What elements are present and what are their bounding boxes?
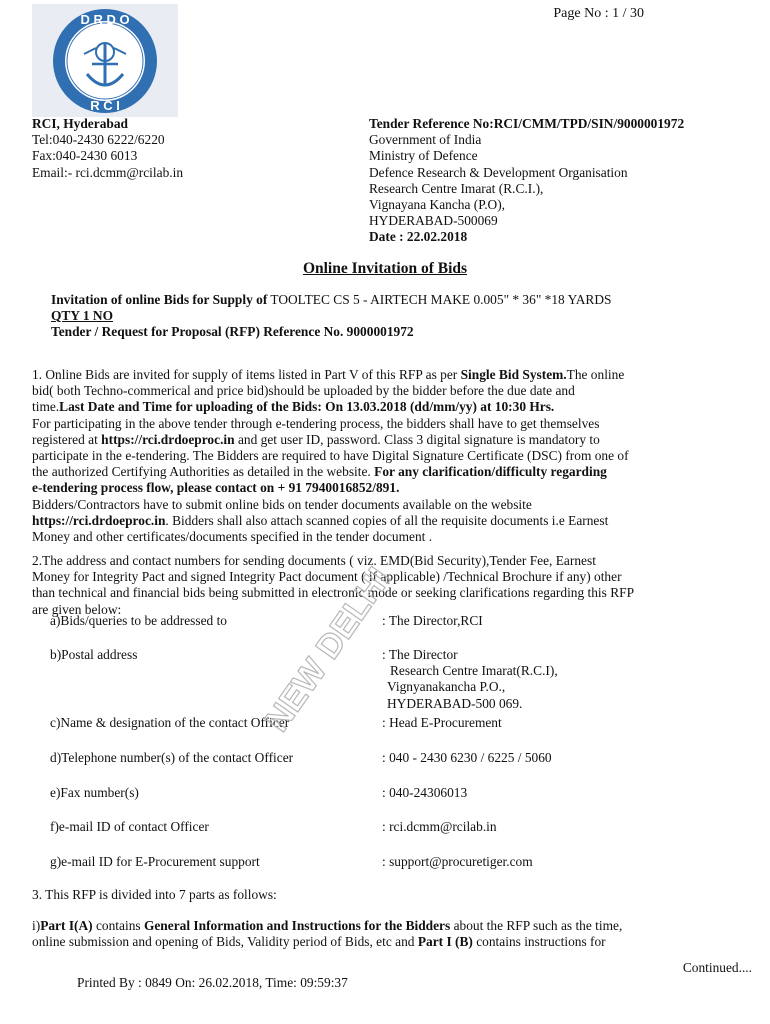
printed-by: Printed By : 0849 On: 26.02.2018, Time: 09:59:37: [77, 975, 348, 990]
contact-value: : Head E-Procurement: [382, 715, 502, 730]
bold-text: General Information and Instructions for the Bidders: [143, 918, 451, 933]
text: For participating in the above tender through e-tendering process, the bidders shall have to get themselves: [32, 415, 600, 431]
text: 2.The address and contact numbers for sending documents ( viz. EMD(Bid Security),Tender Fee, Earnest: [32, 553, 596, 568]
portal-link[interactable]: https://rci.drdoeproc.in: [32, 512, 166, 528]
postal-line: Vignyanakancha P.O.,: [387, 679, 506, 695]
drdo-logo: [32, 4, 178, 117]
watermark-text: NEW DELHI: [257, 560, 399, 738]
logo-bottom-text: R C I: [90, 98, 120, 113]
address-line: Ministry of Defence: [369, 148, 478, 164]
paragraph-1: [32, 367, 752, 545]
contact-value: : rci.dcmm@rcilab.in: [382, 819, 497, 834]
text: than technical and financial bids being submitted in electronic mode or seeking clarifications regarding this RFP: [32, 585, 635, 601]
contact-label: g)e-mail ID for E-Procurement support: [50, 854, 260, 869]
text: about the RFP such as the time,: [450, 918, 623, 933]
text: i): [32, 918, 41, 933]
sender-address: [32, 116, 183, 181]
text: contains instructions for: [472, 934, 606, 950]
bold-text: Part I(A): [40, 918, 93, 933]
watermark-stamp: [228, 558, 438, 738]
intro-item: TOOLTEC CS 5 - AIRTECH MAKE 0.005" * 36" *18 YARDS: [267, 292, 612, 307]
contact-label: f)e-mail ID of contact Officer: [50, 819, 209, 834]
address-line: Vignayana Kancha (P.O),: [369, 197, 506, 213]
sender-name: RCI, Hyderabad: [32, 116, 128, 131]
contact-value: : The Director,RCI: [382, 613, 483, 628]
address-line: HYDERABAD-500069: [369, 213, 498, 229]
continued-note: Continued....: [682, 960, 752, 975]
document-date: Date : 22.02.2018: [369, 229, 468, 245]
text: the authorized Certifying Authorities as detailed in the website.: [32, 464, 371, 480]
address-line: Government of India: [369, 132, 482, 148]
text: contains: [92, 918, 144, 933]
text: 1. Online Bids are invited for supply of items listed in Part V of this RFP as per: [32, 367, 458, 382]
contact-value: : 040 - 2430 6230 / 6225 / 5060: [382, 750, 552, 765]
text: . Bidders shall also attach scanned copies of all the requisite documents i.e Earnest: [165, 512, 609, 528]
postal-line: Research Centre Imarat(R.C.I),: [390, 663, 558, 679]
intro-lead: Invitation of online Bids for Supply of: [51, 292, 268, 307]
sender-email: Email:- rci.dcmm@rcilab.in: [32, 164, 184, 180]
contact-label: b)Postal address: [50, 647, 138, 662]
paragraph-3-heading: 3. This RFP is divided into 7 parts as follows:: [32, 887, 277, 902]
text: online submission and opening of Bids, Validity period of Bids, etc and: [32, 934, 418, 950]
text: The online: [566, 367, 625, 382]
contact-label: d)Telephone number(s) of the contact Officer: [50, 750, 294, 765]
page-number: Page No : 1 / 30: [553, 6, 644, 21]
text: participate in the e-tendering. The Bidders are required to have Digital Signature Certificate (DSC) from one of: [32, 448, 629, 464]
contact-value: : support@procuretiger.com: [382, 854, 533, 869]
text: Money for Integrity Pact and signed Integrity Pact document ( if applicable) /Technical Brochure if any) other: [32, 569, 622, 585]
bold-text: Single Bid System.: [460, 367, 567, 382]
logo-top-text: D R D O: [80, 12, 130, 27]
text: and get user ID, password. Class 3 digital signature is mandatory to: [237, 431, 600, 447]
bold-text: For any clarification/difficulty regarding: [374, 464, 607, 480]
text: Bidders/Contractors have to submit online bids on tender documents available on the website: [32, 496, 532, 512]
tender-reference-block: [369, 116, 684, 246]
address-line: Research Centre Imarat (R.C.I.),: [369, 180, 544, 196]
text: bid( both Techno-commerical and price bid)should be uploaded by the bidder before the due date and: [32, 383, 575, 399]
contact-label: c)Name & designation of the contact Officer: [50, 715, 290, 730]
intro-qty: QTY 1 NO: [51, 308, 113, 324]
tender-reference: Tender Reference No:RCI/CMM/TPD/SIN/9000001972: [369, 116, 685, 131]
text: Money and other certificates/documents specified in the tender document .: [32, 529, 433, 545]
rfp-reference: Tender / Request for Proposal (RFP) Reference No. 9000001972: [51, 324, 414, 340]
sender-tel: Tel:040-2430 6222/6220: [32, 132, 165, 148]
text: registered at: [32, 431, 98, 447]
invitation-intro: [51, 292, 751, 341]
contact-label: e)Fax number(s): [50, 785, 139, 800]
address-line: Defence Research & Development Organisation: [369, 164, 628, 180]
page-title: Online Invitation of Bids: [302, 260, 468, 277]
text: time.: [32, 399, 60, 415]
postal-line: : The Director: [382, 647, 458, 662]
bold-text: Part I (B): [417, 934, 473, 950]
bold-text: Last Date and Time for uploading of the Bids: On 13.03.2018 (dd/mm/yy) at 10:30 Hrs.: [59, 399, 555, 415]
portal-link[interactable]: https://rci.drdoeproc.in: [101, 431, 235, 447]
postal-line: HYDERABAD-500 069.: [387, 695, 523, 711]
sender-fax: Fax:040-2430 6013: [32, 148, 138, 164]
drdo-emblem-icon: [32, 4, 178, 117]
bold-text: e-tendering process flow, please contact on + 91 7940016852/891.: [32, 480, 400, 496]
text: are given below:: [32, 601, 122, 617]
contact-value: : 040-24306013: [382, 785, 468, 800]
paragraph-3: [32, 918, 752, 950]
contact-label: a)Bids/queries to be addressed to: [50, 613, 228, 628]
